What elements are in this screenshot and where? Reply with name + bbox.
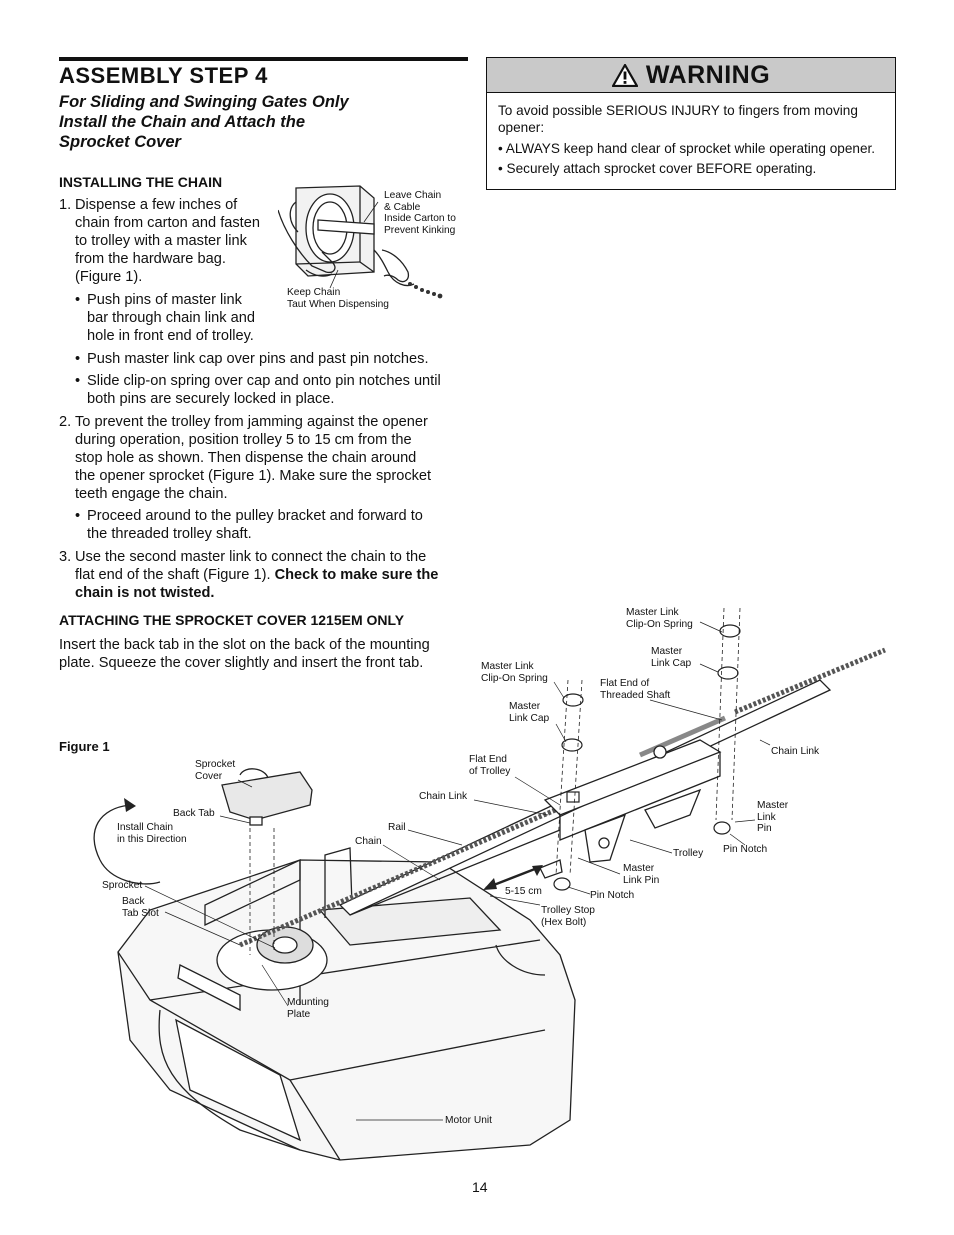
bullet-dot: • xyxy=(498,141,503,156)
warning-bullet-text: ALWAYS keep hand clear of sprocket while operating opener. xyxy=(505,141,876,156)
step-2-line: the opener sprocket (Figure 1). Make sure the sprocket xyxy=(75,468,432,484)
callout-line: Master Link xyxy=(481,661,534,672)
callout-line: Pin xyxy=(757,823,772,834)
attaching-cover-heading: ATTACHING THE SPROCKET COVER 1215EM ONLY xyxy=(59,612,405,628)
callout-line: Motor Unit xyxy=(445,1115,492,1126)
callout-line: Trolley xyxy=(673,848,704,859)
callout-line: Sprocket xyxy=(195,759,236,770)
callout-line: 5-15 cm xyxy=(505,886,542,897)
step-3-emphasis: Check to make sure the xyxy=(274,567,439,583)
warning-title: WARNING xyxy=(645,60,771,89)
bullet-line: hole in front end of trolley. xyxy=(87,328,254,344)
callout-line: Link Pin xyxy=(623,874,660,886)
warning-line: To avoid possible SERIOUS INJURY to fingers from moving xyxy=(498,103,858,118)
bullet-line: Push pins of master link xyxy=(87,292,242,308)
callout-line: Master xyxy=(757,800,789,811)
subtitle-line: For Sliding and Swinging Gates Only xyxy=(59,93,349,111)
callout-line: Chain xyxy=(355,836,382,847)
callout-pin-notch xyxy=(590,890,634,902)
callout-chain xyxy=(355,836,382,848)
page-number: 14 xyxy=(472,1179,488,1195)
callout-line: Mounting xyxy=(287,997,329,1008)
callout-line: Clip-On Spring xyxy=(481,672,548,684)
callout-line: Link Cap xyxy=(651,657,692,669)
callout-back-tab xyxy=(173,808,215,820)
callout-line: Prevent Kinking xyxy=(384,224,456,236)
callout-master-link-cap xyxy=(651,646,691,669)
bullet-line: bar through chain link and xyxy=(87,310,255,326)
callout-chain-link xyxy=(771,746,819,758)
bullet-dot: • xyxy=(75,351,81,367)
step-1-line: from the hardware bag. xyxy=(75,251,226,267)
figure-label: Figure 1 xyxy=(59,739,110,754)
callout-trolley-stop xyxy=(541,905,595,928)
callout-master-link-cap xyxy=(509,701,549,724)
step-1-line: Dispense a few inches of xyxy=(75,197,238,213)
attaching-line: Insert the back tab in the slot on the back of the mounting xyxy=(59,637,430,653)
callout-line: Link Cap xyxy=(509,712,550,724)
callout-line: Trolley Stop xyxy=(541,905,595,916)
step-1-line: chain from carton and fasten xyxy=(75,215,260,231)
step-1-line: to trolley with a master link xyxy=(75,233,247,249)
callout-line: Chain Link xyxy=(419,791,468,802)
callout-line: Back xyxy=(122,896,145,907)
callout-line: Cover xyxy=(195,770,223,782)
step-3-text: flat end of the shaft (Figure 1). xyxy=(75,567,275,583)
subtitle-line: Sprocket Cover xyxy=(59,133,181,151)
callout-distance xyxy=(505,886,542,898)
callout-rail xyxy=(388,822,406,834)
callout-line: Flat End xyxy=(469,754,507,765)
callout-line: in this Direction xyxy=(117,833,187,845)
callout-master-link-clip-spring xyxy=(626,607,693,630)
callout-line: Master xyxy=(509,701,541,712)
callout-mounting-plate xyxy=(287,997,329,1020)
callout-line: Plate xyxy=(287,1008,311,1020)
callout-line: & Cable xyxy=(384,201,421,213)
callout-line: Sprocket xyxy=(102,880,143,891)
bullet-line: both pins are securely locked in place. xyxy=(87,391,335,407)
step-2-line: during operation, position trolley 5 to 15 cm from the xyxy=(75,432,412,448)
callout-line: Leave Chain xyxy=(384,190,442,201)
step-title: ASSEMBLY STEP 4 xyxy=(59,63,268,88)
callout-sprocket-cover xyxy=(195,759,235,782)
callout-line: Tab Slot xyxy=(122,907,159,919)
callout-flat-end-threaded-shaft xyxy=(600,678,670,701)
callout-motor-unit xyxy=(445,1115,492,1127)
warning-bullet-text: Securely attach sprocket cover BEFORE operating. xyxy=(506,161,817,176)
callout-line: Chain Link xyxy=(771,746,820,757)
step-3-line: Use the second master link to connect the chain to the xyxy=(75,549,427,565)
step-number: 1. xyxy=(59,197,72,213)
callout-line: Install Chain xyxy=(117,822,174,833)
installing-chain-heading: INSTALLING THE CHAIN xyxy=(59,174,223,190)
callout-line: Threaded Shaft xyxy=(600,689,671,701)
callout-line: Keep Chain xyxy=(287,287,341,298)
callout-install-chain-direction xyxy=(117,822,187,845)
callout-master-link-pin xyxy=(757,800,788,835)
bullet-line: Push master link cap over pins and past pin notches. xyxy=(87,351,429,367)
step-2-line: To prevent the trolley from jamming against the opener xyxy=(75,414,428,430)
bullet-dot: • xyxy=(75,292,81,308)
callout-line: (Hex Bolt) xyxy=(541,916,587,928)
step-number: 2. xyxy=(59,414,72,430)
callout-sprocket xyxy=(102,880,142,892)
callout-line: Inside Carton to xyxy=(384,213,456,224)
callout-line: Link xyxy=(757,811,776,823)
callout-line: Taut When Dispensing xyxy=(287,298,389,310)
step-number: 3. xyxy=(59,549,72,565)
bullet-line: Slide clip-on spring over cap and onto pin notches until xyxy=(87,373,441,389)
callout-pin-notch xyxy=(723,844,767,856)
callout-line: Master Link xyxy=(626,607,679,618)
bullet-dot: • xyxy=(75,373,81,389)
callout-line: Clip-On Spring xyxy=(626,618,693,630)
callout-trolley xyxy=(673,848,703,860)
warning-line: opener: xyxy=(498,120,545,135)
callout-chain-link xyxy=(419,791,467,803)
callout-line: of Trolley xyxy=(469,765,511,777)
callout-master-link-clip-spring xyxy=(481,661,548,684)
callout-back-tab-slot xyxy=(122,896,159,919)
callout-master-link-pin xyxy=(623,863,659,886)
bullet-line: the threaded trolley shaft. xyxy=(87,526,252,542)
attaching-line: plate. Squeeze the cover slightly and insert the front tab. xyxy=(59,655,424,671)
callout-flat-end-of-trolley xyxy=(469,754,510,777)
step-2-line: teeth engage the chain. xyxy=(75,486,228,502)
bullet-line: Proceed around to the pulley bracket and forward to xyxy=(87,508,423,524)
callout-line: Master xyxy=(623,863,655,874)
bullet-dot: • xyxy=(498,161,503,176)
step-1-line: (Figure 1). xyxy=(75,269,143,285)
callout-line: Master xyxy=(651,646,683,657)
callout-line: Rail xyxy=(388,822,406,833)
subtitle-line: Install the Chain and Attach the xyxy=(59,113,305,131)
callout-line: Back Tab xyxy=(173,808,215,819)
callout-line: Pin Notch xyxy=(590,890,635,901)
step-3-emphasis: chain is not twisted. xyxy=(75,585,215,601)
bullet-dot: • xyxy=(75,508,81,524)
callout-line: Pin Notch xyxy=(723,844,768,855)
callout-line: Flat End of xyxy=(600,678,650,689)
step-2-line: stop hole as shown. Then dispense the chain around xyxy=(75,450,417,466)
